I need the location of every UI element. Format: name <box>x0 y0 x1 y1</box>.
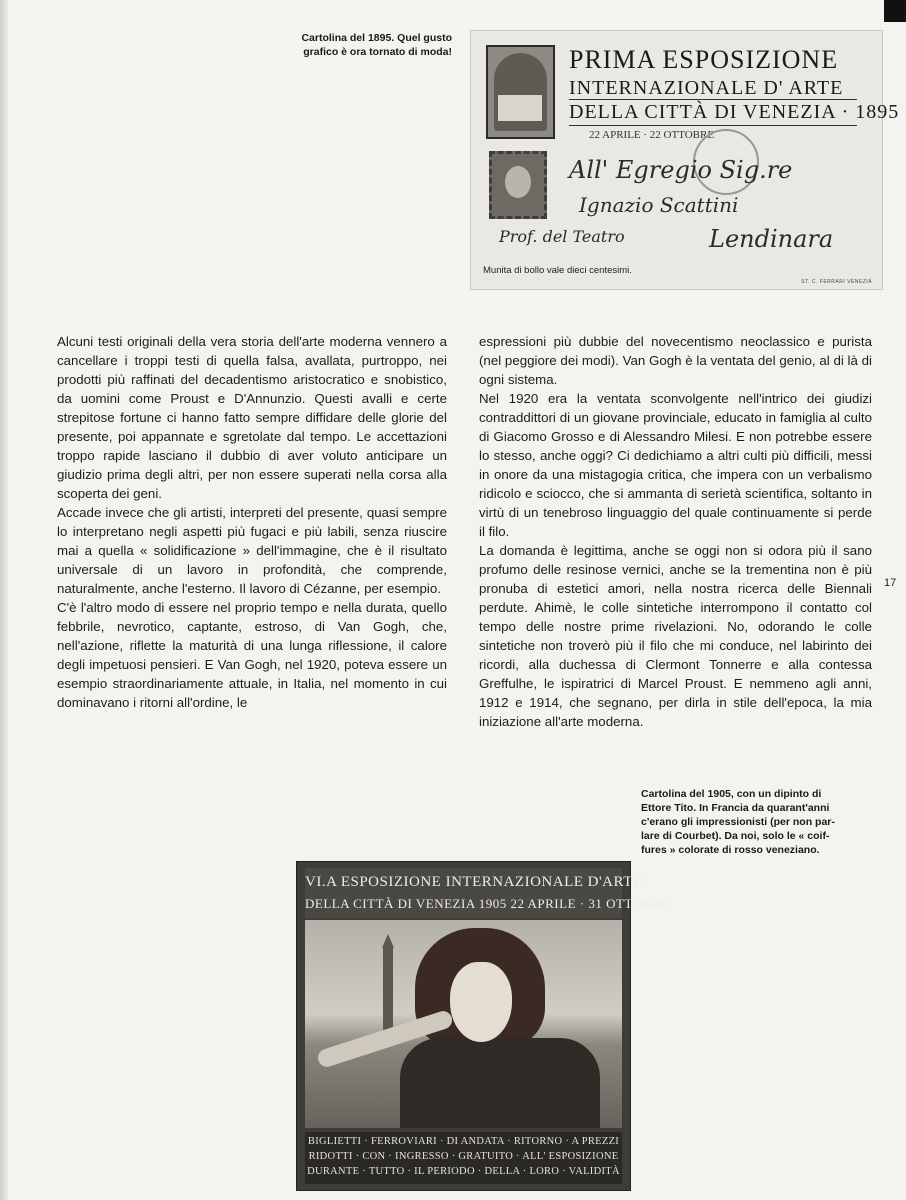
handwritten-address-line: All' Egregio Sig.re <box>569 156 793 184</box>
paragraph: C'è l'altro modo di essere nel proprio tempo e nella durata, quello febbrile, nevrotico, captante, estroso, di Van Gogh, che, nell'azione, riflette la maturità di una lunga riflessione, il calore degli impetuosi pensieri. E Van Gogh, nel 1920, poteva essere un esempio straordinariamente attuale, in Italia, nel momento in cui dominavano i ritorni all'ordine, le <box>57 600 447 710</box>
caption-line: Ettore Tito. In Francia da quarant'anni <box>641 802 830 814</box>
poster-title-line2: DELLA CITTÀ DI VENEZIA 1905 22 APRILE · 31 OTTOBRE <box>305 896 670 911</box>
page-number: 17 <box>884 577 897 589</box>
paragraph: espressioni più dubbie del novecentismo neoclassico e purista (nel peggiore dei modi). Van Gogh è la ventata del genio, al di là di ogni sistema. <box>479 334 872 387</box>
poster-title-line1: VI.A ESPOSIZIONE INTERNAZIONALE D'ARTE <box>305 874 643 890</box>
handwritten-address-line: Prof. del Teatro <box>499 227 625 246</box>
poster-footer-line: RIDOTTI · CON · INGRESSO · GRATUITO · ALL' ESPOSIZIONE <box>308 1151 619 1162</box>
postcard-title-line3: DELLA CITTÀ DI VENEZIA · 1895 <box>569 101 900 123</box>
postcard-1895-image <box>470 30 900 290</box>
poster-header <box>305 868 670 918</box>
caption-line: Cartolina del 1895. Quel gusto <box>301 32 452 44</box>
poster-footer <box>305 1132 622 1184</box>
caption-line: c'erano gli impressionisti (per non par- <box>641 816 835 828</box>
caption-line: lare di Courbet). Da noi, solo le « coif- <box>641 830 830 842</box>
paragraph: La domanda è legittima, anche se oggi non si odora più il sano profumo delle resinose vernici, anche se la trementina non è più pronuba di estetici amori, nella nostra ricerca delle Biennali perdute. Ahimè, le colle sintetiche interrompono il contatto col tempo delle nostre prime rivelazioni. No, odorando le colle sintetiche non troverò più il filo che mi conduce, nel labirinto dei ricordi, alla duchessa di Clermont Tonnerre e alla contessa Greffulhe, le ispiratrici di Marcel Proust. E nemmeno agli anni, 1912 e 1914, che segnano, per dirla in stile dell'epoca, la mia iniziazione all'arte moderna. <box>479 543 872 729</box>
caption-postcard-1895 <box>262 31 452 59</box>
body-column-right <box>479 332 872 731</box>
handwritten-address-line: Ignazio Scattini <box>579 193 739 217</box>
paragraph: Alcuni testi originali della vera storia dell'arte moderna vennero a cancellare i troppi testi di quella falsa, avallata, purtroppo, nei prodotti più raffinati del decadentismo aristocratico e snobistico, da uomini come Proust e D'Annunzio. Questi avalli e certe strepitose fortune ci hanno fatto sempre diffidare delle glorie del presente, poi appannate e sgretolate dal tempo. Le accettazioni troppo rapide lasciano il dubbio di aver voluto anticipare un giudizio prima degli altri, per non essere superati nella corsa alla scoperta dei geni. <box>57 334 447 501</box>
postcard-stamp-note: Munita di bollo vale dieci centesimi. <box>483 265 632 276</box>
caption-postcard-1905 <box>641 787 863 857</box>
body-column-left <box>57 332 447 712</box>
divider <box>569 125 857 126</box>
poster-footer-line: BIGLIETTI · FERROVIARI · DI ANDATA · RITORNO · A PREZZI <box>307 1136 620 1147</box>
paragraph: Accade invece che gli artisti, interpreti del presente, quasi sempre lo interpretano negli aspetti più fugaci e più labili, senza riuscire mai a quella « solidificazione » dell'immagine, che è il risultato universale di un lavoro in profondità, che comprende, naturalmente, anche l'esterno. Il lavoro di Cézanne, per esempio. <box>57 505 447 596</box>
caption-line: fures » colorate di rosso veneziano. <box>641 844 820 856</box>
paragraph: Nel 1920 era la ventata sconvolgente nell'intrico dei giudizi contraddittori di un giovane provinciale, educato in famiglia al culto di Giacomo Grosso e di Alessandro Milesi. E non potrebbe essere lo stesso, anche oggi? Ci dedichiamo a altri culti più difficili, messi in onore da una mistagogia critica, che impera con un verbalismo ridicolo e sciocco, che si ammanta di serietà scientifica, soltanto in virtù di un tenebroso linguaggio del quale continuamente si perde il filo. <box>479 391 872 539</box>
postage-stamp-icon <box>489 151 547 219</box>
postcard-1905-image <box>296 861 670 1191</box>
postcard-printer-credit: ST. C. FERRARI VENEZIA <box>801 279 872 285</box>
postcard-title-line1: PRIMA ESPOSIZIONE <box>569 45 839 74</box>
divider <box>569 99 857 100</box>
woman-body-shape <box>400 1038 600 1128</box>
woman-face-shape <box>450 962 512 1042</box>
page-binding-edge <box>0 0 8 1200</box>
poster-painting <box>305 920 622 1128</box>
caption-line: Cartolina del 1905, con un dipinto di <box>641 788 822 800</box>
poster-footer-line: DURANTE · TUTTO · IL PERIODO · DELLA · LORO · VALIDITÀ <box>307 1166 620 1177</box>
caption-line: grafico è ora tornato di moda! <box>303 46 452 58</box>
handwritten-address-line: Lendinara <box>709 225 834 253</box>
postcard-dates: 22 APRILE · 22 OTTOBRE <box>589 129 715 141</box>
postcard-title-line2: INTERNAZIONALE D' ARTE <box>569 77 844 99</box>
campanile-shape <box>383 948 393 1034</box>
corner-mark <box>884 0 906 22</box>
lion-emblem-icon <box>486 45 555 139</box>
